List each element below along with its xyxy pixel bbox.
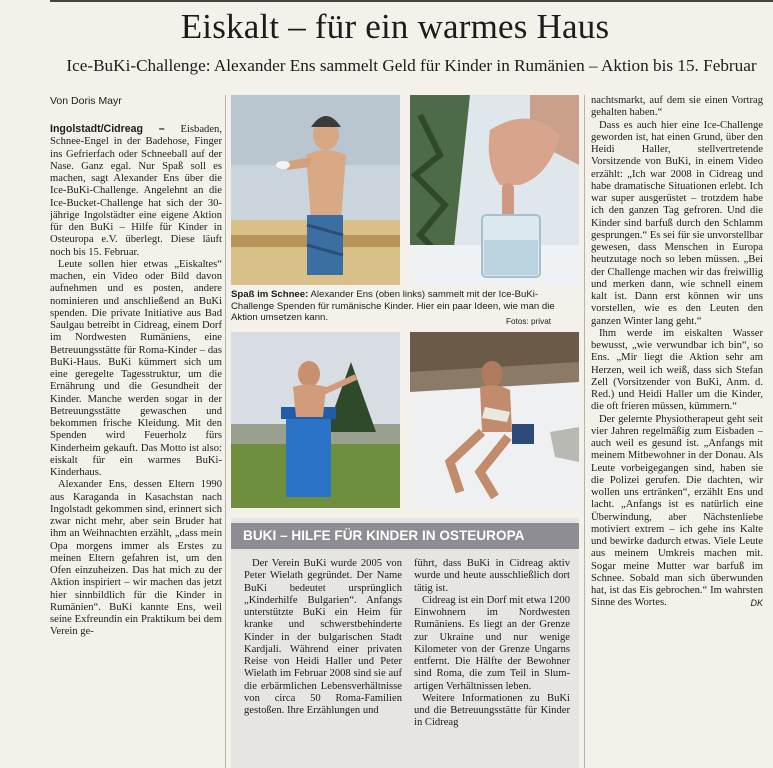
photo-credit: Fotos: privat <box>506 317 552 326</box>
paragraph: führt, dass BuKi in Cidreag aktiv wurde und heute ausschließlich dort tätig ist. <box>414 558 570 594</box>
column-divider <box>584 95 585 768</box>
photo-bottom-left <box>231 332 400 508</box>
byline: Von Doris Mayr <box>50 95 122 107</box>
column-divider <box>225 95 226 768</box>
infobox-title: BUKI – HILFE FÜR KINDER IN OSTEUROPA <box>231 523 579 549</box>
author-signature: DK <box>750 598 763 609</box>
paragraph: Ingolstadt/Cidreag – Eisbaden, Schnee-Engel in der Badehose, Finger ins Gefrierfach oder Schneeball auf der Nase. Ganz egal. Nur Spaß soll es machen, sagt Alexander Ens über die Ice-BuKi-Challenge. Angelehnt an die Ice-Bucket-Challenge hat sich der 30-jährige Ingolstädter eine eigene Aktion für den BuKi – Hilfe für Kinder in Osteuropa e.V. überlegt. Diese läuft noch bis 15. Februar. <box>50 123 222 258</box>
dateline: Ingolstadt/Cidreag – <box>50 123 181 135</box>
paragraph: Ihm werde im eiskalten Wasser bewusst, „wie verwundbar ich bin“, so Ens. „Mir liegt die Aktion sehr am Herzen, weil ich weiß, dass sich Stefan Zell (Vorsitzender von BuKi, Anm. d. Red.) und Heidi Haller um die Kinder, die oft frieren müssen, kümmern.“ <box>591 327 763 413</box>
paragraph: Der Verein BuKi wurde 2005 von Peter Wielath gegründet. Der Name BuKi bedeutet ursprünglich „Kinderhilfe Bulgarien“. Anfangs unterstützte BuKi ein Heim für kranke und schwerstbehinderte Kinder in der bulgarischen Stadt Kardjali. Während einer privaten Reise von Heidi Haller und Peter Wielath im Februar 2008 sind sie auf die erbärmlichen Lebensverhältnisse von circa 50 Roma-Familien gestoßen. Ihre Erzählungen und <box>244 558 402 716</box>
paragraph: Dass es auch hier eine Ice-Challenge geworden ist, hat einen Grund, über den Heidi Haller, stellvertretende Vorsitzende von BuKi, in einem Video erzählt: „Ich war 2008 in Cidreag und habe dramatische Situationen erlebt. Ich war super ausgerüstet – trotzdem habe ich den ganzen Tag gefroren. Und die Kinder sind barfuß durch den Schlamm gesprungen.“ Es sei für sie unvorstellbar gewesen, dass Menschen in Europa heutzutage noch so leben müssen. „Bei der Challenge machen wir das freiwillig und merken dann, wie schnell einem kalt ist. Dann erst können wir uns vorstellen, wie es den Leuten den ganzen Winter lang geht.“ <box>591 119 763 327</box>
man-sitting-in-snow-icon <box>410 332 579 508</box>
paragraph: nachtsmarkt, auf dem sie einen Vortrag gehalten haben.“ <box>591 95 763 119</box>
paragraph: Leute sollen hier etwas „Eiskaltes“ machen, ein Video oder Bild davon aufnehmen und es posten, andere nominieren und anschließend an BuKi spenden. Die private Initiative aus Bad Saulgau betreibt in Cidreag, einem Dorf im Nordwesten Rumäniens, eine Betreuungsstätte für Roma-Kinder – das BuKi-Haus. BuKi kümmert sich um eine geregelte Tagesstruktur, um die Ernährung und die Gesundheit der Kinder. Manche werden sogar in der Betreuungsstätte gewaschen und bekommen frische Kleidung. Mit den Spenden wird Feuerholz fürs Kinderheim gekauft. Das Motto ist also: eiskalt für ein warmes BuKi-Kinderhaus. <box>50 258 222 478</box>
photo-top-left <box>231 95 400 285</box>
photo-caption: Spaß im Schnee: Alexander Ens (oben links) sammelt mit der Ice-BuKi-Challenge Spenden für rumänische Kinder. Hier ein paar Ideen, wie man die Aktion umsetzen kann. <box>231 289 555 323</box>
paragraph: Weitere Informationen zu BuKi und die Betreuungsstätte für Kinder in Cidreag <box>414 692 570 729</box>
infobox-column-1 <box>244 558 402 768</box>
finger-in-glass-of-water-icon <box>410 95 579 285</box>
man-in-blue-bin-icon <box>231 332 400 508</box>
top-rule <box>50 0 773 2</box>
column-1 <box>50 123 222 768</box>
headline: Eiskalt – für ein warmes Haus <box>180 7 610 46</box>
man-with-beanie-holding-snowball-icon <box>231 95 400 285</box>
paragraph: Der gelernte Physiotherapeut geht seit vier Jahren regelmäßig zum Eisbaden – auch weil es gesund ist. „Anfangs mit meinem Mitbewohner in der Donau. Als Leute vorbeigegangen sind, haben sie die Polizei gerufen. Die dachten, wir wollen uns ertränken“, erzählt Ens und lacht. „Anfangs ist es natürlich eine Überwindung, aber Nächstenliebe motiviert extrem – ich gehe ins Kalte und bewirke dadurch etwas. Viele Leute aus meinem Umkreis machen mit. Sogar meine Mutter war barfuß im Schnee. Sobald man sich überwunden hat, ist das Eis gebrochen.“ Im wahrsten Sinne des Wortes. DK <box>591 413 763 609</box>
photo-top-right <box>410 95 579 285</box>
paragraph: Alexander Ens, dessen Eltern 1990 aus Karaganda in Kasachstan nach Ingolstadt gekommen sind, erinnert sich zwar nicht mehr, aber sein Bruder hat ihm an Weihnachten erzählt, „dass mein Opa morgens immer als Erstes zu meinen Eltern gefahren ist, um den Ofen einzuheizen. Das hat mich zu der Aktion inspiriert – wir machen das jetzt hier sinnbildlich für die Kinder in Rumänien“. BuKi kannte Ens, weil seine Exfreundin ein Praktikum bei dem Verein ge- <box>50 479 222 638</box>
infobox-column-2 <box>414 558 570 768</box>
column-3 <box>591 95 763 768</box>
paragraph: Cidreag ist ein Dorf mit etwa 1200 Einwohnern im Nordwesten Rumäniens. Es liegt an der Grenze zur Ukraine und nur wenige Kilometer von der Grenze Ungarns entfernt. Die Hälfte der Bewohner sind Roma, die zum Teil in Slum-artigen Verhältnissen leben. <box>414 594 570 692</box>
photo-bottom-right <box>410 332 579 508</box>
subheadline: Ice-BuKi-Challenge: Alexander Ens sammelt Geld für Kinder in Rumänien – Aktion bis 15. Februar <box>66 56 757 75</box>
